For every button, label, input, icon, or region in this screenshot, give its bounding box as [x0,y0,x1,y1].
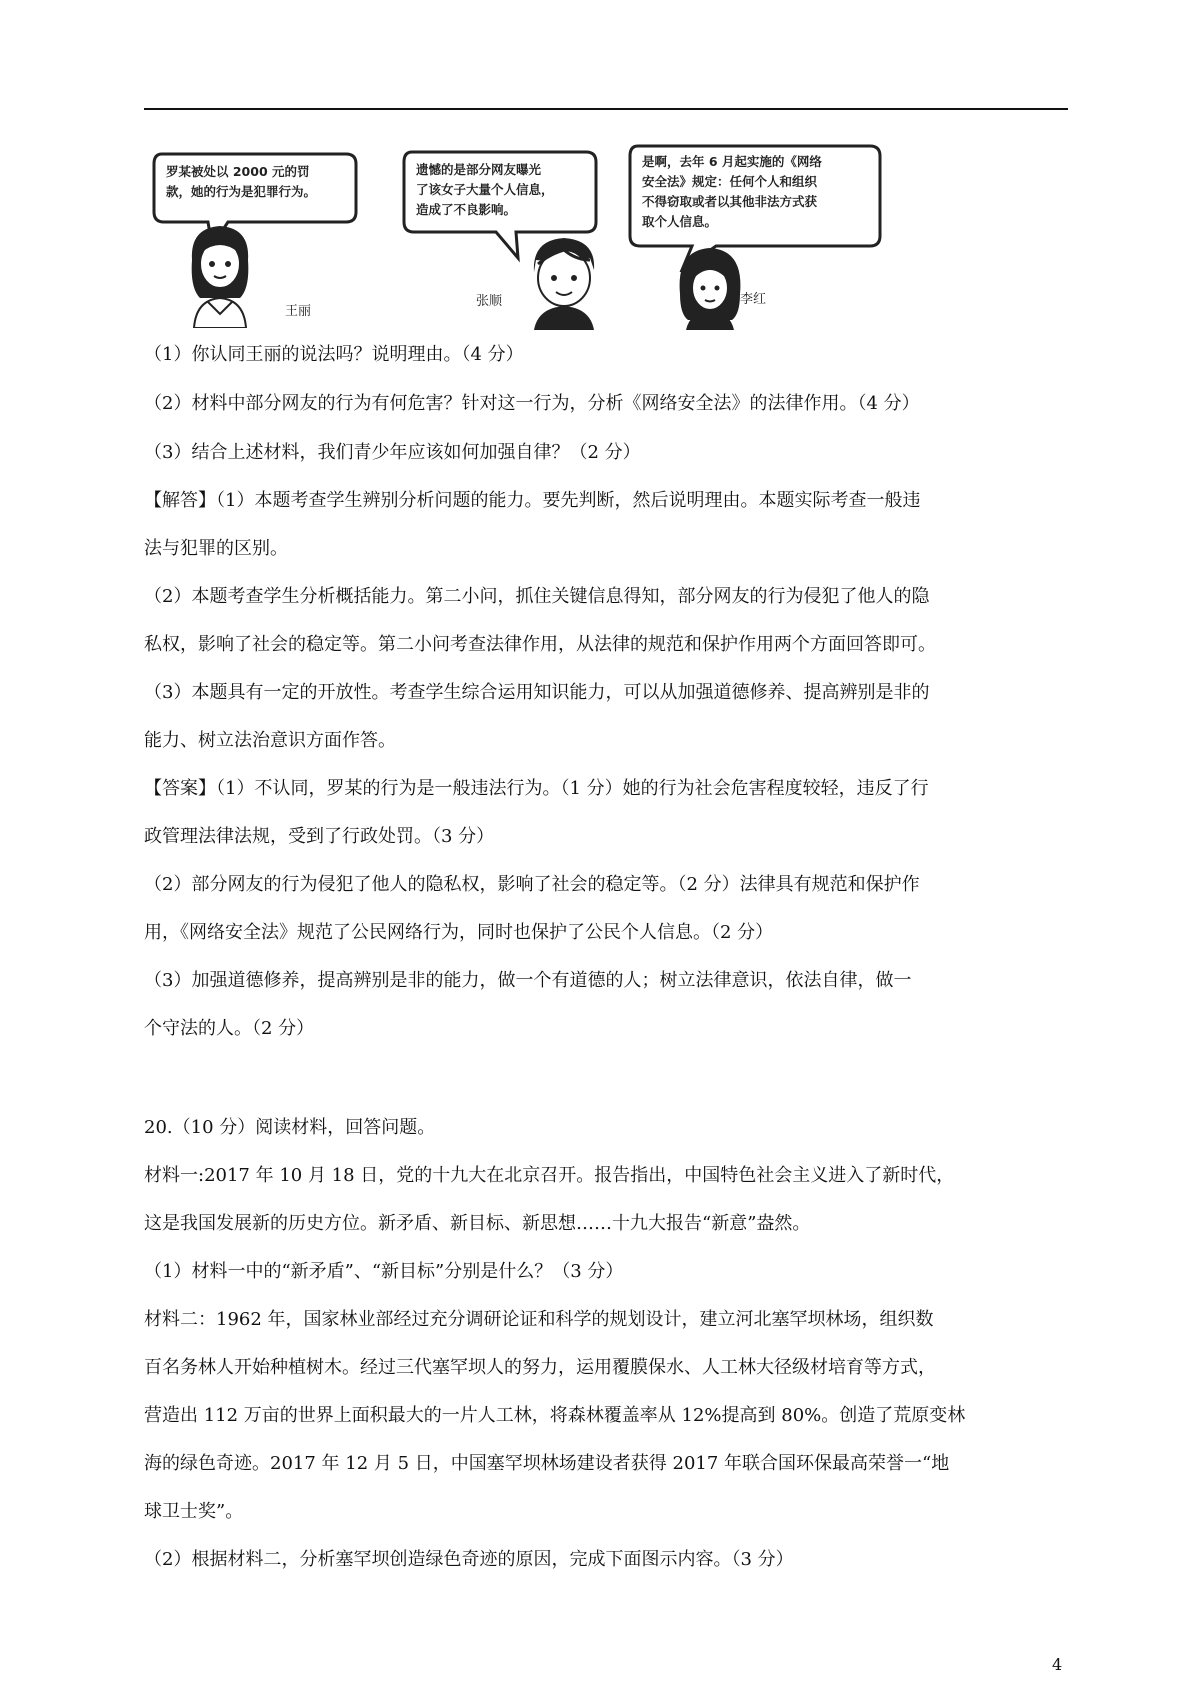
speech-bubble-lihong [626,140,884,272]
material-2-line-2: 百名务林人开始种植树木。经过三代塞罕坝人的努力，运用覆膜保水、人工林大径级材培育等方式， [144,1357,936,1378]
material-2-line-3: 营造出 112 万亩的世界上面积最大的一片人工林，将森林覆盖率从 12%提高到 80%。创造了荒原变林 [144,1405,966,1426]
material-2-line-5: 球卫士奖”。 [144,1501,244,1522]
question-20-1-line: （1）材料一中的“新矛盾”、“新目标”分别是什么？（3 分） [144,1261,624,1282]
page-number: 4 [1052,1655,1063,1674]
answer-line-1: 【答案】（1）不认同，罗某的行为是一般违法行为。（1 分）她的行为社会危害程度较轻，违反了行 [144,778,929,799]
speech-text-wangli: 罗某被处以 2000 元的罚 款，她的行为是犯罪行为。 [166,164,317,199]
question-3-line: （3）结合上述材料，我们青少年应该如何加强自律？（2 分） [144,442,641,463]
header-rule [144,108,1068,110]
question-20-2-line: （2）根据材料二，分析塞罕坝创造绿色奇迹的原因，完成下面图示内容。（3 分） [144,1549,794,1570]
speech-text-zhangshun: 遗憾的是部分网友曝光 了该女子大量个人信息， 造成了不良影响。 [416,162,554,217]
speaker-label-zhangshun: 张顺 [476,294,503,309]
material-1-line-2: 这是我国发展新的历史方位。新矛盾、新目标、新思想……十九大报告“新意”盎然。 [144,1213,811,1234]
answer-line-4: 用，《网络安全法》规范了公民网络行为，同时也保护了公民个人信息。（2 分） [144,922,774,943]
analysis-line-2: 法与犯罪的区别。 [144,538,288,559]
analysis-line-5: （3）本题具有一定的开放性。考查学生综合运用知识能力，可以从加强道德修养、提高辨别是非的 [144,682,930,703]
answer-line-3: （2）部分网友的行为侵犯了他人的隐私权，影响了社会的稳定等。（2 分）法律具有规范和保护作 [144,874,920,895]
answer-line-2: 政管理法律法规，受到了行政处罚。（3 分） [144,826,495,847]
question-20-heading: 20.（10 分）阅读材料，回答问题。 [144,1117,436,1138]
analysis-line-1: 【解答】（1）本题考查学生辨别分析问题的能力。要先判断，然后说明理由。本题实际考查一般违 [144,490,921,511]
answer-line-6: 个守法的人。（2 分） [144,1018,315,1039]
analysis-line-3: （2）本题考查学生分析概括能力。第二小问，抓住关键信息得知，部分网友的行为侵犯了他人的隐 [144,586,930,607]
speaker-label-lihong: 李红 [740,292,767,307]
speaker-label-wangli: 王丽 [285,304,312,319]
speech-text-lihong: 是啊，去年 6 月起实施的《网络 安全法》规定：任何个人和组织 不得窃取或者以其他非法方式获 取个人信息。 [642,154,822,229]
girl-wangli-figure [180,218,260,332]
analysis-line-4: 私权，影响了社会的稳定等。第二小问考查法律作用，从法律的规范和保护作用两个方面回答即可。 [144,634,936,655]
answer-line-5: （3）加强道德修养，提高辨别是非的能力，做一个有道德的人；树立法律意识，依法自律，做一 [144,970,912,991]
boy-zhangshun-figure [520,232,606,334]
cartoon-illustration [150,140,950,330]
question-2-line: （2）材料中部分网友的行为有何危害？针对这一行为，分析《网络安全法》的法律作用。（4 分） [144,393,920,414]
question-1-line: （1）你认同王丽的说法吗？说明理由。（4 分） [144,344,524,365]
analysis-line-6: 能力、树立法治意识方面作答。 [144,730,396,751]
girl-lihong-figure [670,244,750,334]
material-2-line-1: 材料二：1962 年，国家林业部经过充分调研论证和科学的规划设计，建立河北塞罕坝林场，组织数 [144,1309,934,1330]
material-1-line-1: 材料一:2017 年 10 月 18 日，党的十九大在北京召开。报告指出，中国特色社会主义进入了新时代， [144,1165,955,1186]
material-2-line-4: 海的绿色奇迹。2017 年 12 月 5 日，中国塞罕坝林场建设者获得 2017 年联合国环保最高荣誉一“地 [144,1453,950,1474]
